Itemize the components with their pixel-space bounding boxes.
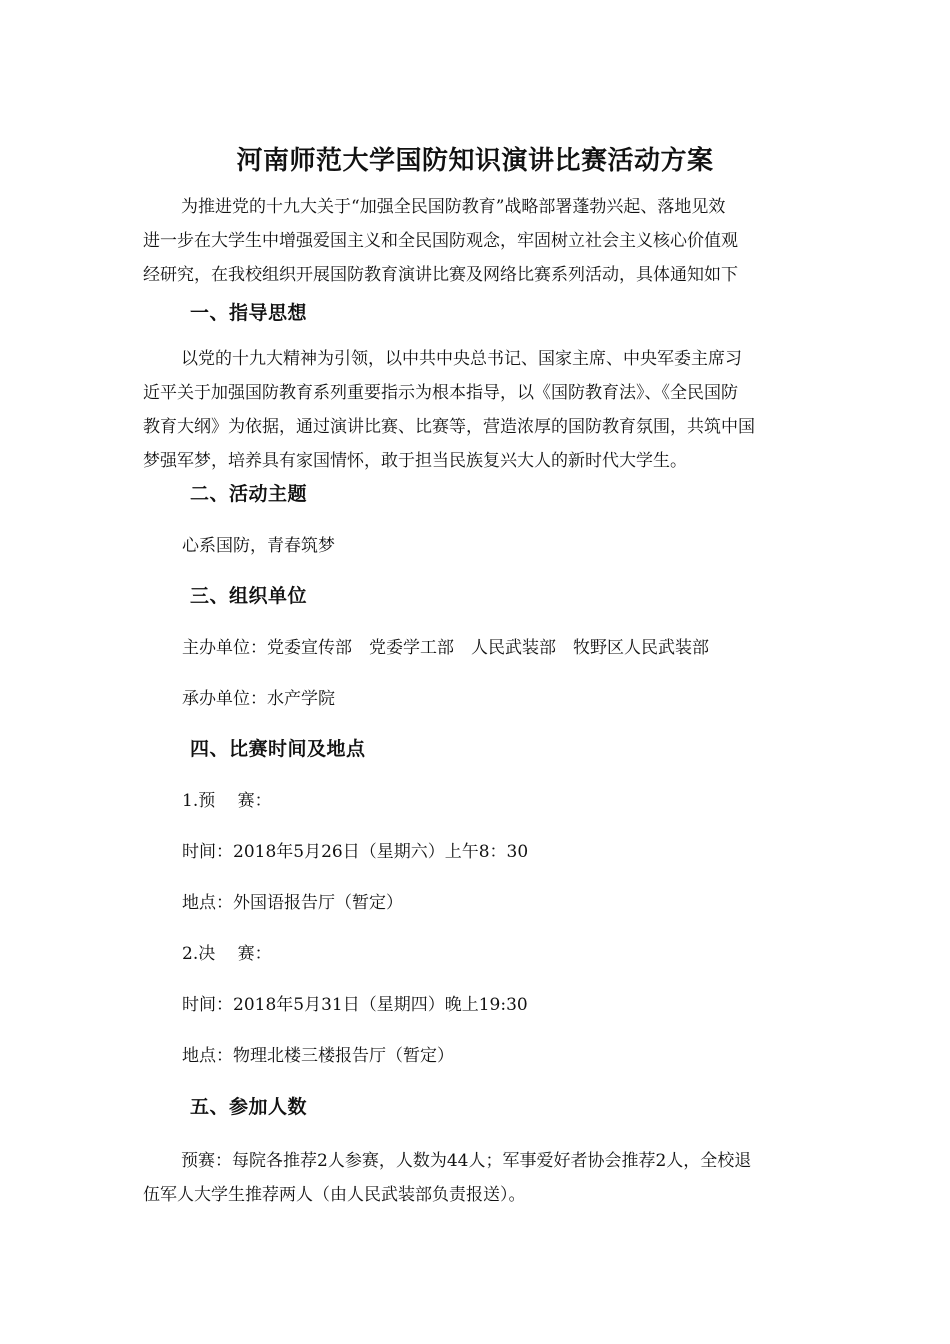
document-title: 河南师范大学国防知识演讲比赛活动方案 <box>236 146 714 176</box>
final-label: 2.决 赛： <box>182 944 272 964</box>
guiding-line-2: 近平关于加强国防教育系列重要指示为根本指导，以《国防教育法》、《全民国防 <box>143 383 738 403</box>
guiding-line-3: 教育大纲》为依据，通过演讲比赛、比赛等，营造浓厚的国防教育氛围，共筑中国 <box>143 417 755 437</box>
organizer-unit: 承办单位：水产学院 <box>182 689 335 709</box>
section-heading-theme: 二、活动主题 <box>190 483 308 505</box>
participants-paragraph <box>143 1144 813 1212</box>
intro-paragraph <box>143 190 813 292</box>
prelim-place: 地点：外国语报告厅（暂定） <box>182 893 403 913</box>
section-heading-schedule: 四、比赛时间及地点 <box>190 738 366 760</box>
prelim-time: 时间：2018年5月26日（星期六）上午8：30 <box>182 842 529 862</box>
intro-line-3: 经研究，在我校组织开展国防教育演讲比赛及网络比赛系列活动，具体通知如下 <box>143 265 738 285</box>
guiding-line-1: 以党的十九大精神为引领，以中共中央总书记、国家主席、中央军委主席习 <box>181 349 742 369</box>
prelim-label: 1.预 赛： <box>182 791 272 811</box>
section-heading-guiding-ideology: 一、指导思想 <box>190 302 308 324</box>
intro-line-1: 为推进党的十九大关于“加强全民国防教育”战略部署蓬勃兴起、落地见效 <box>181 197 726 217</box>
guiding-ideology-paragraph <box>143 342 813 478</box>
final-time: 时间：2018年5月31日（星期四）晚上19:30 <box>182 995 528 1015</box>
participants-line-1: 预赛：每院各推荐2人参赛，人数为44人；军事爱好者协会推荐2人，全校退 <box>181 1151 752 1171</box>
final-place: 地点：物理北楼三楼报告厅（暂定） <box>182 1046 454 1066</box>
section-heading-organizers: 三、组织单位 <box>190 585 308 607</box>
activity-theme: 心系国防，青春筑梦 <box>182 536 335 556</box>
section-heading-participants: 五、参加人数 <box>190 1096 308 1118</box>
guiding-line-4: 梦强军梦，培养具有家国情怀，敢于担当民族复兴大人的新时代大学生。 <box>143 451 687 471</box>
participants-line-2: 伍军人大学生推荐两人（由人民武装部负责报送）。 <box>143 1185 526 1205</box>
host-units: 主办单位：党委宣传部 党委学工部 人民武装部 牧野区人民武装部 <box>182 638 709 658</box>
intro-line-2: 进一步在大学生中增强爱国主义和全民国防观念，牢固树立社会主义核心价值观 <box>143 231 738 251</box>
